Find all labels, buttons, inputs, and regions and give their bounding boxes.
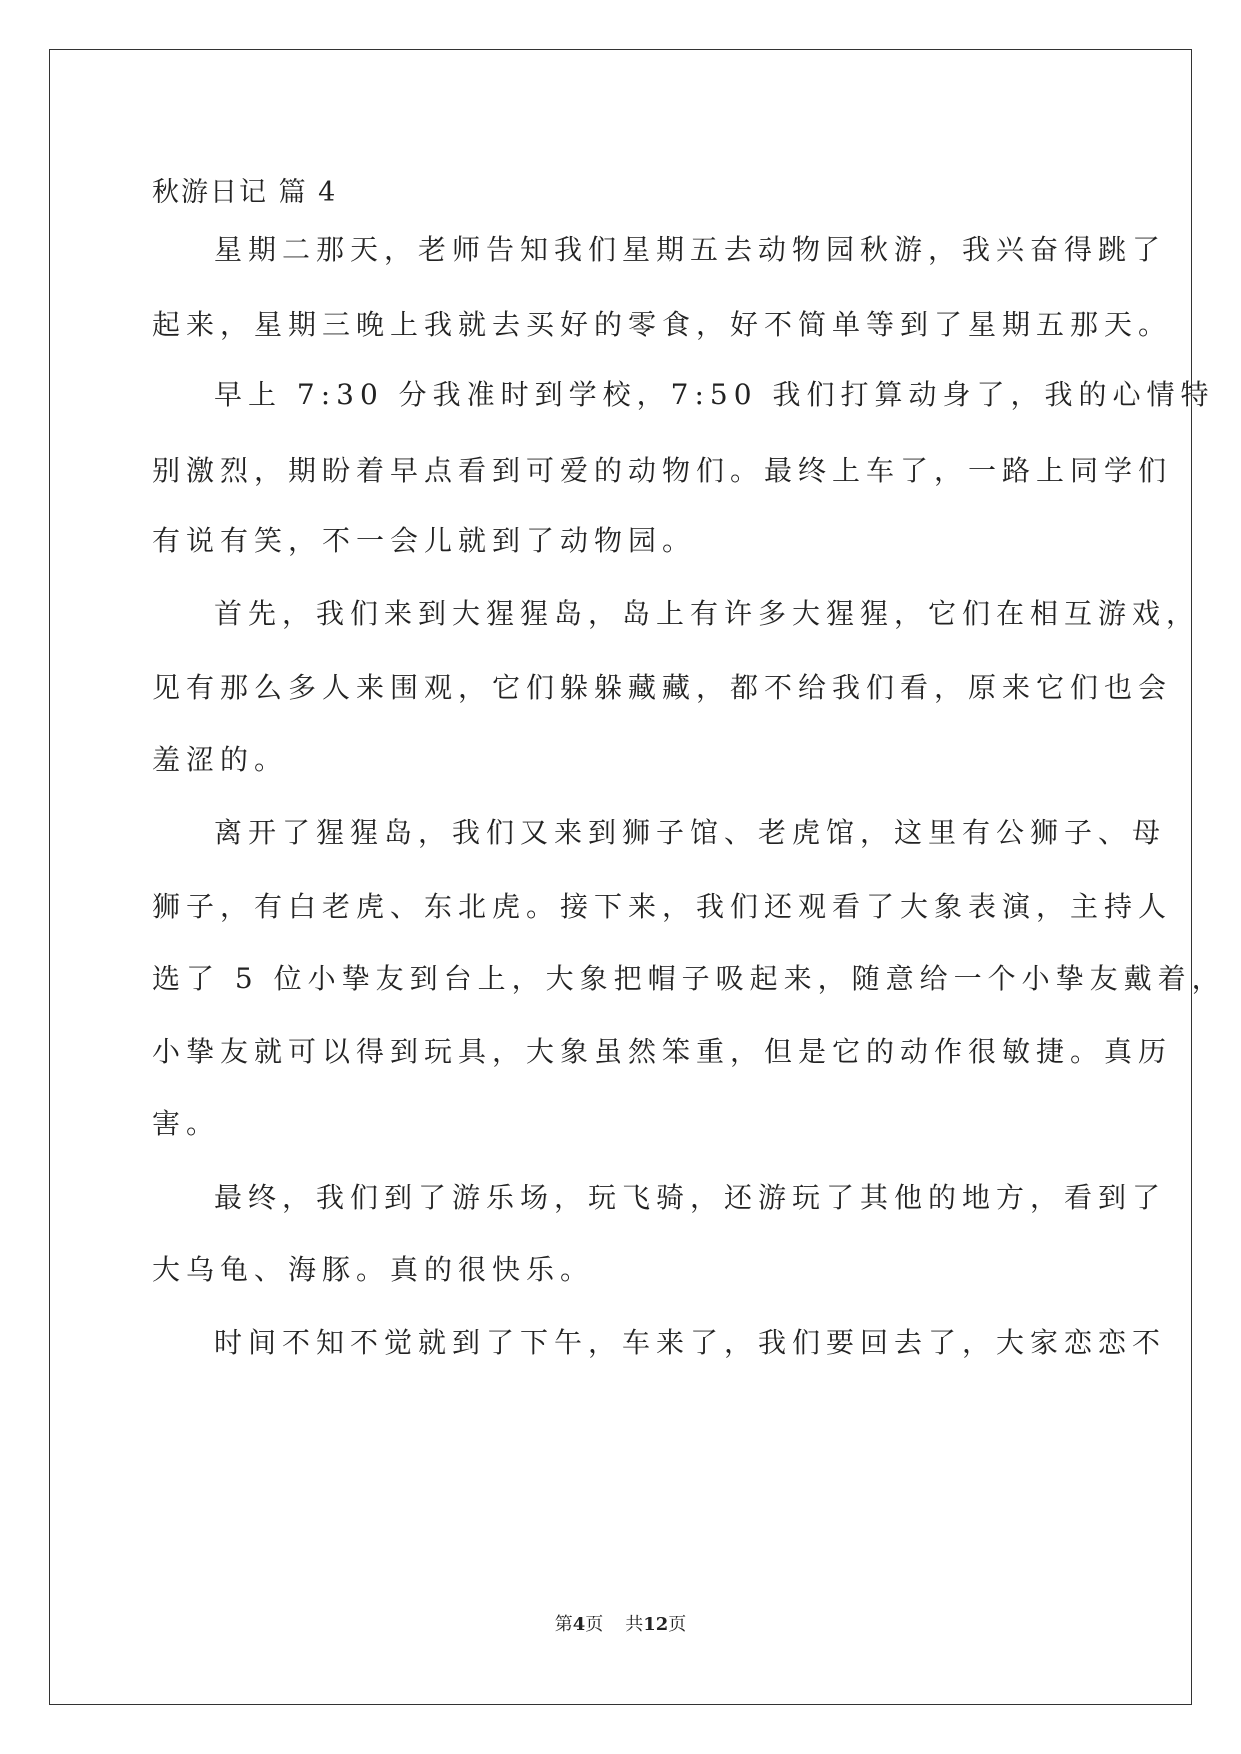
body-line-15: 大乌龟、海豚。真的很快乐。 <box>152 1253 595 1286</box>
body-line-3: 早上 7:30 分我准时到学校，7:50 我们打算动身了，我的心情特 <box>214 378 1215 411</box>
page-border <box>49 49 1192 1705</box>
body-line-9: 离开了猩猩岛，我们又来到狮子馆、老虎馆，这里有公狮子、母 <box>214 816 1167 849</box>
footer-page-total: 12 <box>643 1614 669 1635</box>
body-line-11: 选了 5 位小挚友到台上，大象把帽子吸起来，随意给一个小挚友戴着， <box>152 962 1226 995</box>
footer-page-current: 4 <box>572 1614 586 1635</box>
footer-total-prefix: 共 <box>625 1614 644 1635</box>
body-line-13: 害。 <box>152 1107 221 1140</box>
body-line-7: 见有那么多人来围观，它们躲躲藏藏，都不给我们看，原来它们也会 <box>152 671 1173 704</box>
body-line-1: 星期二那天，老师告知我们星期五去动物园秋游，我兴奋得跳了 <box>214 233 1167 266</box>
body-line-6: 首先，我们来到大猩猩岛，岛上有许多大猩猩，它们在相互游戏， <box>214 597 1201 630</box>
body-line-16: 时间不知不觉就到了下午，车来了，我们要回去了，大家恋恋不 <box>214 1326 1167 1359</box>
body-line-5: 有说有笑，不一会儿就到了动物园。 <box>152 524 697 557</box>
body-line-4: 别激烈，期盼着早点看到可爱的动物们。最终上车了，一路上同学们 <box>152 454 1173 487</box>
body-line-2: 起来，星期三晚上我就去买好的零食，好不简单等到了星期五那天。 <box>152 308 1173 341</box>
page-footer <box>0 1610 1241 1636</box>
body-line-12: 小挚友就可以得到玩具，大象虽然笨重，但是它的动作很敏捷。真历 <box>152 1035 1173 1068</box>
footer-total-suffix: 页 <box>668 1614 687 1635</box>
footer-page-prefix: 第 <box>554 1614 573 1635</box>
footer-page-suffix: 页 <box>585 1614 604 1635</box>
body-line-10: 狮子，有白老虎、东北虎。接下来，我们还观看了大象表演，主持人 <box>152 890 1173 923</box>
body-line-8: 羞涩的。 <box>152 743 289 776</box>
body-line-14: 最终，我们到了游乐场，玩飞骑，还游玩了其他的地方，看到了 <box>214 1181 1167 1214</box>
document-title: 秋游日记 篇 4 <box>152 177 338 208</box>
